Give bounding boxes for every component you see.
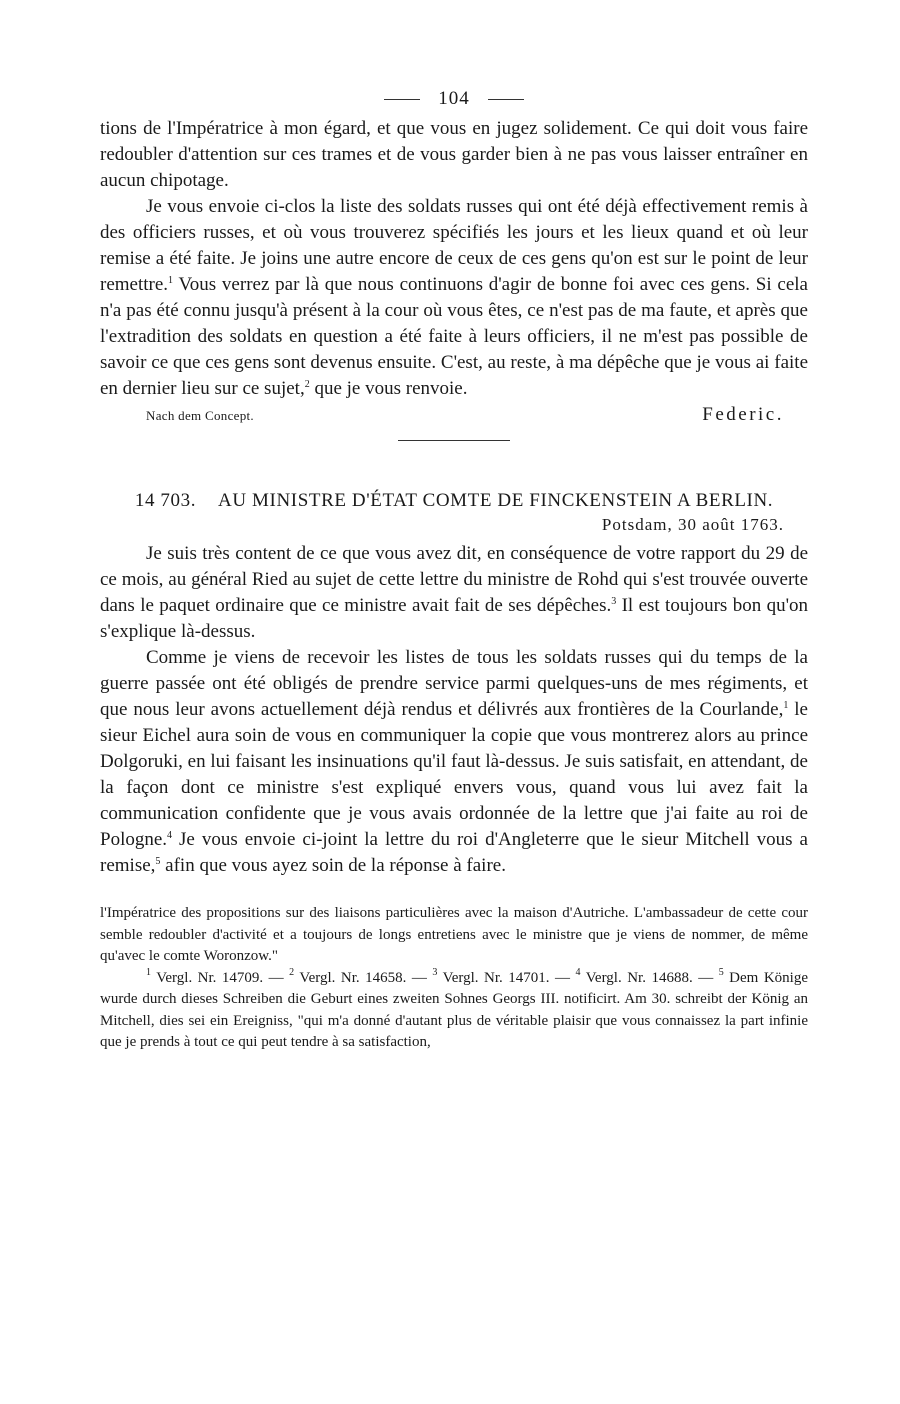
footnote-mark: 3 [432, 966, 438, 978]
footnote-mark: 1 [146, 966, 151, 978]
letter-number: 14 703. [134, 490, 197, 511]
place: Potsdam, [601, 515, 673, 534]
section-divider [398, 440, 510, 441]
text-run: Vergl. Nr. 14658. — [294, 969, 433, 986]
footnote-ref: 1 [783, 700, 789, 711]
text-run: Je vous envoie ci-joint la lettre du roi d'Angleterre que le sieur Mitchell vous a remise, [100, 829, 808, 876]
dateline [100, 515, 808, 535]
running-head [100, 84, 808, 114]
paragraph [100, 116, 808, 194]
footnotes [100, 903, 808, 1054]
footnote-ref: 2 [304, 379, 310, 390]
footnote-continuation [100, 903, 808, 968]
paragraph [100, 645, 808, 879]
text-run: Vergl. Nr. 14688. — [580, 969, 719, 986]
continuation-text [100, 116, 808, 402]
footnote-ref: 3 [611, 596, 617, 607]
letter-title: AU MINISTRE D'ÉTAT COMTE DE FINCKENSTEIN A BERLIN. [218, 490, 774, 511]
footnote-mark: 2 [289, 966, 295, 978]
text-run: Je vous envoie ci-clos la liste des soldats russes qui ont été déjà effectivement remis à des officiers russes, et où vous trouverez spécifiés les jours et les lieux quand et où leur remise a été faite. Je joins une autre encore de ceux de ces gens qu'on est sur le point de leur remettre. [100, 196, 808, 295]
header-rule-right [488, 99, 524, 100]
text-run: Il est toujours bon qu'on s'explique là-dessus. [100, 595, 808, 642]
text-run: Dem Könige wurde durch dieses Schreiben die Geburt eines zweiten Sohnes Georgs III. notificirt. Am 30. schreibt der König an Mitchell, dies sei ein Ereigniss, "qui m'a donné d'autant plus de véritable plaisir que vous connaissez la part infinie que je prends à tout ce qui peut tendre à sa satisfaction, [100, 969, 808, 1050]
letter-heading [100, 489, 808, 513]
signature: Federic. [702, 404, 784, 425]
footnote-mark: 5 [718, 966, 724, 978]
footnote-ref: 4 [167, 830, 173, 841]
signature-line [100, 404, 808, 426]
text-run: l'Impératrice des propositions sur des liaisons particulières avec la maison d'Autriche. L'ambassadeur de cette cour semble redoubler d'activité et a toujours de longs entretiens avec le ministre que je viens de nommer, de même qu'avec le comte Woronzow." [100, 905, 808, 964]
page [100, 84, 808, 1054]
text-run: afin que vous ayez soin de la réponse à faire. [160, 855, 506, 876]
footnote-ref: 1 [168, 275, 174, 286]
text-run: que je vous renvoie. [309, 378, 468, 399]
text-run: Je suis très content de ce que vous avez dit, en conséquence de votre rapport du 29 de ce mois, au général Ried au sujet de cette lettre du ministre de Rohd qui s'est trouvée ouverte dans le paquet ordinaire que ce ministre avait fait de ses dépêches. [100, 543, 808, 616]
header-rule-left [384, 99, 420, 100]
text-run: Vergl. Nr. 14701. — [437, 969, 576, 986]
letter-body [100, 541, 808, 879]
footnote-ref: 5 [155, 856, 161, 867]
footnote-mark: 4 [575, 966, 581, 978]
footnote-list [100, 968, 808, 1054]
text-run: Vergl. Nr. 14709. — [151, 969, 290, 986]
source-note: Nach dem Concept. [146, 408, 254, 423]
text-run: tions de l'Impératrice à mon égard, et que vous en jugez solidement. Ce qui doit vous faire redoubler d'attention sur ces trames et de vous garder bien à ne pas vous laisser entraîner en aucun chipotage. [100, 118, 808, 191]
text-run: Vous verrez par là que nous continuons d'agir de bonne foi avec ces gens. Si cela n'a pas été connu jusqu'à présent à la cour où vous êtes, ce n'est pas de ma faute, et après que l'extradition des soldats en question a été faite à leurs officiers, il ne m'est pas possible de savoir ce que ces gens sont devenus ensuite. C'est, au reste, à ma dépêche que je vous ai faite en dernier lieu sur ce sujet, [100, 274, 808, 399]
date: 30 août 1763. [677, 515, 784, 534]
paragraph [100, 541, 808, 645]
text-run: Comme je viens de recevoir les listes de tous les soldats russes qui du temps de la guerre passée ont été obligés de prendre service parmi quelques-uns de mes régiments, et que nous leur avons actuellement déjà rendus et délivrés aux frontières de la Courlande, [100, 647, 808, 720]
text-run: le sieur Eichel aura soin de vous en communiquer la copie que vous montrerez alors au prince Dolgoruki, en lui faisant les insinuations qu'il faut là-dessus. Je suis satisfait, en attendant, de la façon dont ce ministre s'est expliqué envers vous, quand vous lui avez fait la communication confidente que je vous avais ordonnée de la lettre que j'ai faite au roi de Pologne. [100, 699, 808, 850]
paragraph [100, 194, 808, 402]
page-number: 104 [438, 88, 470, 109]
